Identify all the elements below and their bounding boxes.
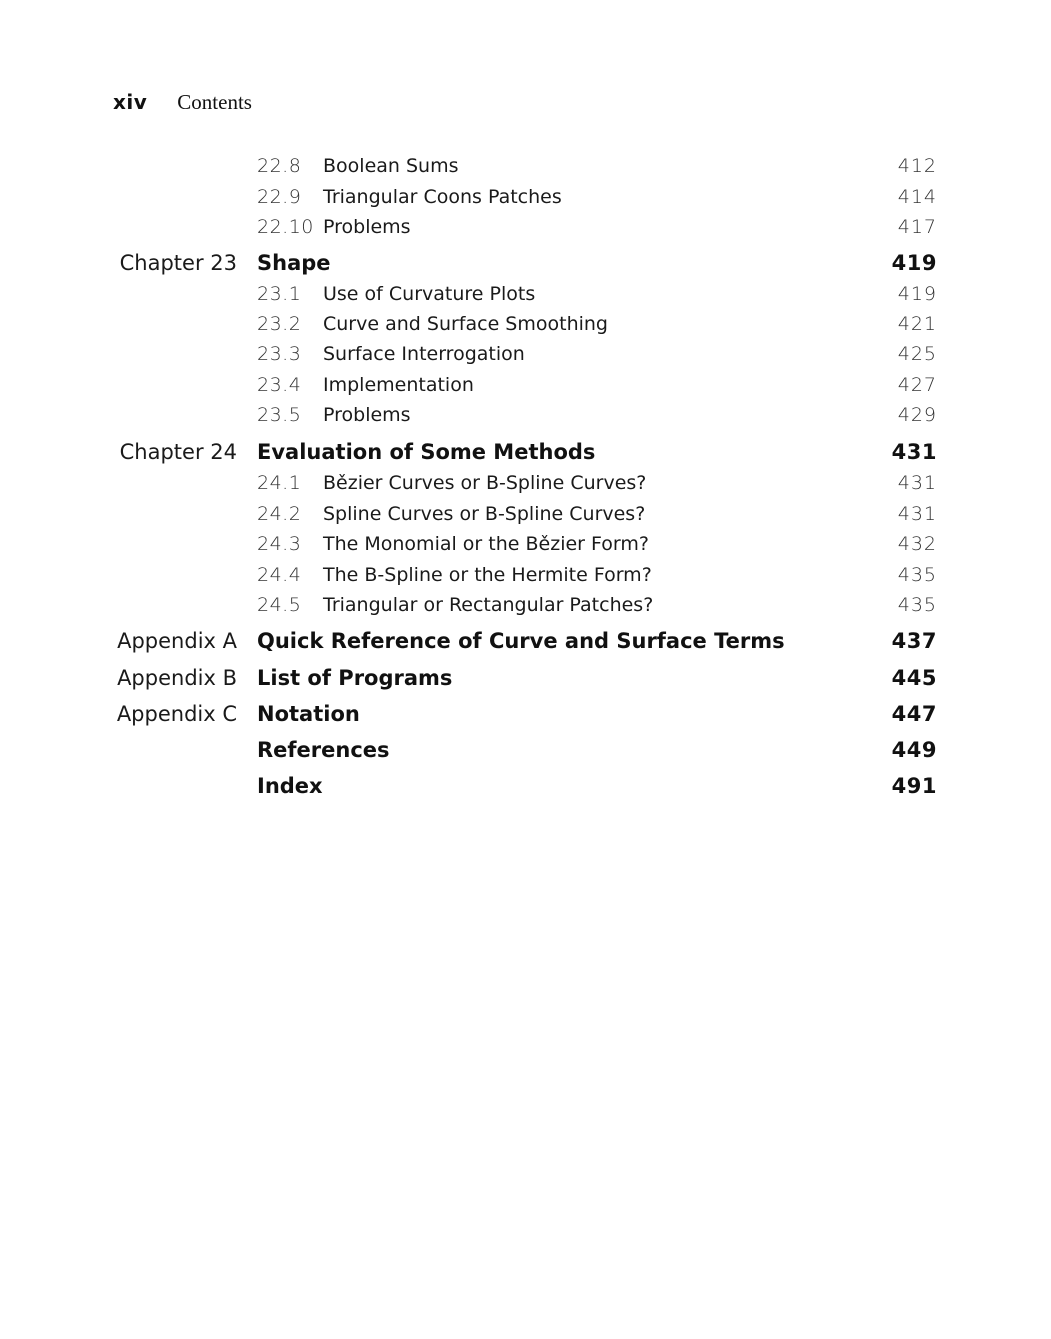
section-title: Boolean Sums — [323, 155, 459, 177]
section-number: 23.1 — [257, 283, 302, 305]
section-page: 431 — [897, 503, 937, 525]
section-page: 432 — [897, 533, 937, 555]
toc-chapter-row[interactable] — [0, 437, 1051, 467]
references-title: References — [257, 738, 390, 762]
toc-section-row[interactable] — [0, 279, 1051, 309]
section-page: 431 — [897, 472, 937, 494]
section-title: Triangular or Rectangular Patches? — [323, 594, 654, 616]
section-number: 24.5 — [257, 594, 302, 616]
toc-index-row[interactable] — [0, 771, 1051, 801]
toc-section-row[interactable] — [0, 400, 1051, 430]
section-number: 22.9 — [257, 186, 302, 208]
section-number: 24.3 — [257, 533, 302, 555]
section-page: 414 — [897, 186, 937, 208]
section-title: Surface Interrogation — [323, 343, 525, 365]
appendix-page: 445 — [891, 666, 937, 690]
appendix-label: Appendix C — [116, 702, 237, 726]
chapter-label: Chapter 23 — [119, 251, 237, 275]
appendix-page: 437 — [891, 629, 937, 653]
section-title: Spline Curves or B-Spline Curves? — [323, 503, 646, 525]
section-page: 425 — [897, 343, 937, 365]
toc-section-row[interactable] — [0, 529, 1051, 559]
section-number: 22.10 — [257, 216, 314, 238]
toc-section-row[interactable] — [0, 590, 1051, 620]
toc-section-row[interactable] — [0, 339, 1051, 369]
toc-appendix-row[interactable] — [0, 626, 1051, 656]
references-page: 449 — [891, 738, 937, 762]
section-number: 23.4 — [257, 374, 302, 396]
section-title: Problems — [323, 216, 411, 238]
chapter-title: Shape — [257, 251, 331, 275]
section-title: Triangular Coons Patches — [323, 186, 562, 208]
section-page: 412 — [897, 155, 937, 177]
appendix-title: Notation — [257, 702, 360, 726]
toc-section-row[interactable] — [0, 560, 1051, 590]
toc-section-row[interactable] — [0, 182, 1051, 212]
section-number: 24.2 — [257, 503, 302, 525]
page-number: xiv — [113, 90, 148, 114]
section-title: Bězier Curves or B-Spline Curves? — [323, 472, 647, 494]
appendix-label: Appendix B — [117, 666, 237, 690]
section-number: 23.3 — [257, 343, 302, 365]
section-title: Curve and Surface Smoothing — [323, 313, 608, 335]
section-title: Use of Curvature Plots — [323, 283, 536, 305]
appendix-page: 447 — [891, 702, 937, 726]
toc-section-row[interactable] — [0, 370, 1051, 400]
index-title: Index — [257, 774, 323, 798]
section-page: 435 — [897, 564, 937, 586]
chapter-title: Evaluation of Some Methods — [257, 440, 596, 464]
toc-section-row[interactable] — [0, 468, 1051, 498]
section-title: Implementation — [323, 374, 474, 396]
section-page: 421 — [897, 313, 937, 335]
toc-section-row[interactable] — [0, 151, 1051, 181]
section-number: 23.5 — [257, 404, 302, 426]
toc-section-row[interactable] — [0, 309, 1051, 339]
chapter-page: 431 — [891, 440, 937, 464]
toc-chapter-row[interactable] — [0, 248, 1051, 278]
appendix-label: Appendix A — [117, 629, 237, 653]
section-number: 23.2 — [257, 313, 302, 335]
section-title: Problems — [323, 404, 411, 426]
toc-section-row[interactable] — [0, 212, 1051, 242]
index-page: 491 — [891, 774, 937, 798]
section-page: 435 — [897, 594, 937, 616]
chapter-label: Chapter 24 — [119, 440, 237, 464]
chapter-page: 419 — [891, 251, 937, 275]
running-title: Contents — [177, 90, 252, 114]
section-title: The B-Spline or the Hermite Form? — [323, 564, 652, 586]
section-page: 417 — [897, 216, 937, 238]
section-page: 419 — [897, 283, 937, 305]
toc-appendix-row[interactable] — [0, 663, 1051, 693]
appendix-title: Quick Reference of Curve and Surface Terms — [257, 629, 785, 653]
section-title: The Monomial or the Bězier Form? — [323, 533, 649, 555]
section-number: 22.8 — [257, 155, 302, 177]
section-page: 427 — [897, 374, 937, 396]
toc-appendix-row[interactable] — [0, 699, 1051, 729]
toc-references-row[interactable] — [0, 735, 1051, 765]
section-number: 24.4 — [257, 564, 302, 586]
section-number: 24.1 — [257, 472, 302, 494]
appendix-title: List of Programs — [257, 666, 453, 690]
section-page: 429 — [897, 404, 937, 426]
page-header — [113, 90, 252, 120]
toc-section-row[interactable] — [0, 499, 1051, 529]
